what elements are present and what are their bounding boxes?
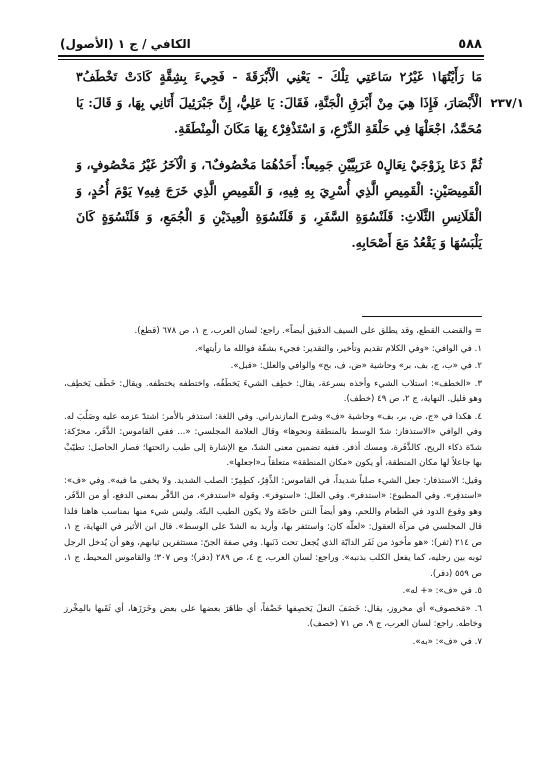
footnote-rule: [362, 316, 482, 317]
footnote: ١. في الوافي: «وفي الكلام تقديم وتأخير، والتقدير: فجيء بشقّة فوالله ما رأيتها».: [194, 343, 482, 354]
footnote: ٤. هكذا في «ج، ض، بر، بف» وحاشية «ف» وشرح المازندراني. وفي اللغة: استذفر بالأمر: اشتدّ عزمه عليه وصَلُبَ له. وفي الوافي «الاستذفار: شدّ الوسط بالمنطقة ونحوها» وقال العلامة المجلسي: «... ففي القاموس: الذَّفَر، محرّكة: شدّة ذكاء الريح، كالذَّفَرة، ومسك أذفر. ففيه تضمين معنى الشدّ، مع الإشارة إلى طيب رائحتها؛ فصار الحاصل: تطيّبْ بها جاعلاً لها مكان المنطقة، أو يكون «مكان المنطقة» متعلقاً بـ«اجعلها».: [64, 411, 482, 468]
footnote: ٦. «مَخصوف» أي مخروز، يقال: خَصَفَ النعلَ يَخصِفها خَصْفاً، أي ظاهَرَ بعضها على بعض وخَرَزَها، أي ثَقَبها بالمِخْرز وخاطه. راجع: لسان العرب، ج ٩، ص ٧١ (خصف).: [64, 603, 482, 629]
footnote: ٧. في «ف»: «به».: [412, 636, 482, 647]
footnote: ٢. في «ب، ج، بف، بر» وحاشية «ض، ف، بح» والوافي والعلل: «قبل».: [230, 361, 482, 371]
footnote: ٥. في «ف»: «+ له».: [402, 586, 482, 596]
main-paragraph: مَا رَأَيْتُهَا١ غَيْرُ٢ سَاعَتِي تِلْكَ - يَعْنِي الْأَبْرَقَةَ - فَجِيءَ بِشِقَّةٍ كَادَتْ تَخْطَفُ٣ الْأَبْصَارَ، فَإِذَا هِيَ مِنْ أَبْرَقِ الْجَنَّةِ، فَقَالَ: يَا عَلِيُّ، إِنَّ جَبْرَئِيلَ أَتَانِي بِهَا، وَ قَالَ: يَا مُحَمَّدُ، اجْعَلْهَا فِي حَلْقَةِ الدِّرْعِ، وَ اسْتَذْفِرْ٤ بِهَا مَكَانَ الْمِنْطَقَةِ.: [76, 69, 483, 136]
page-number: ٥٨٨: [458, 36, 482, 52]
footnotes: [64, 324, 482, 652]
header-rule: [58, 55, 484, 60]
main-paragraph: ثُمَّ دَعَا بِزَوْجَيْ نِعَالٍ٥ عَرَبِيَّيْنِ جَمِيعاً: أَحَدُهُمَا مَخْصُوفٌ٦، وَ الْآخَرُ غَيْرُ مَخْصُوفٍ، وَ الْقَمِيصَيْنِ: الْقَمِيصِ الَّذِي أُسْرِيَ بِهِ فِيهِ، وَ الْقَمِيصِ الَّذِي خَرَجَ فِيهِ٧ يَوْمَ أُحُدٍ، وَ الْقَلَانِسِ الثَّلَاثِ: قَلَنْسُوَةِ السَّفَرِ، وَ قَلَنْسُوَةِ الْعِيدَيْنِ وَ الْجُمَعِ، وَ قَلَنْسُوَةٍ كَانَ يَلْبَسُهَا وَ يَقْعُدُ مَعَ أَصْحَابِهِ.: [76, 157, 482, 250]
page-header: [60, 34, 482, 54]
margin-reference: ٢٣٧/١: [490, 96, 524, 110]
running-title: الكافي / ج ١ (الأصول): [60, 37, 191, 51]
footnote: وقيل: الاستذفار: جعل الشيء صلباً شديداً، في القاموس: الذِّفِرُ، كطِمِرّ: الصلب الشديد. ولا يخفى ما فيه». وفي «ف»: «استدفِر». وفي المطبوع: «استدفر». وفي العلل: «استوفر». وقوله «استدفر»، من الدَّفْر بمعنى الدفع، أو من الدَّفَر، وهو وقوع الدود في الطعام واللحم، وهو أيضاً النتن خاصّة ولا يكون الطيب البتّة. وليس شيء منها بمناسب هاهنا فلذا قال المجلسي في مرآة العقول: «لعلّه كان: واستثفر بها، وأريد به الشدّ على الوسط». قال ابن الأثير في النهاية، ج ١، ص ٢١٤ (ثفر): «هو مأخوذ من ثَفَر الدابّة الذي يُجعل تحت ذَنَبها. وفي صفة الجنّ: مستثفرين ثيابهم، وهو أن يُدخل الرجل ثوبه بين رجليه، كما يفعل الكلب بذنبه». وراجع: لسان العرب، ج ٤، ص ٢٨٩ (دفر)؛ وص ٣٠٧؛ والقاموس المحيط، ج ١، ص ٥٥٩ (دفر).: [64, 475, 482, 579]
footnote: = والقضب القطع، وقد يطلق على السيف الدقيق أيضاً». راجع: لسان العرب، ج ١، ص ٦٧٨ (قطع).: [134, 326, 482, 336]
footnote: ٣. «الخطف»: استلاب الشيء وأخذه بسرعة، يقال: خطِف الشيءَ يَخطَفُه، واختطفه يختطفه. ويقال: خَطَف يَخطِف، وهو قليل. النهاية، ج ٢، ص ٤٩ (خطف).: [64, 378, 482, 404]
main-text: [76, 64, 482, 266]
